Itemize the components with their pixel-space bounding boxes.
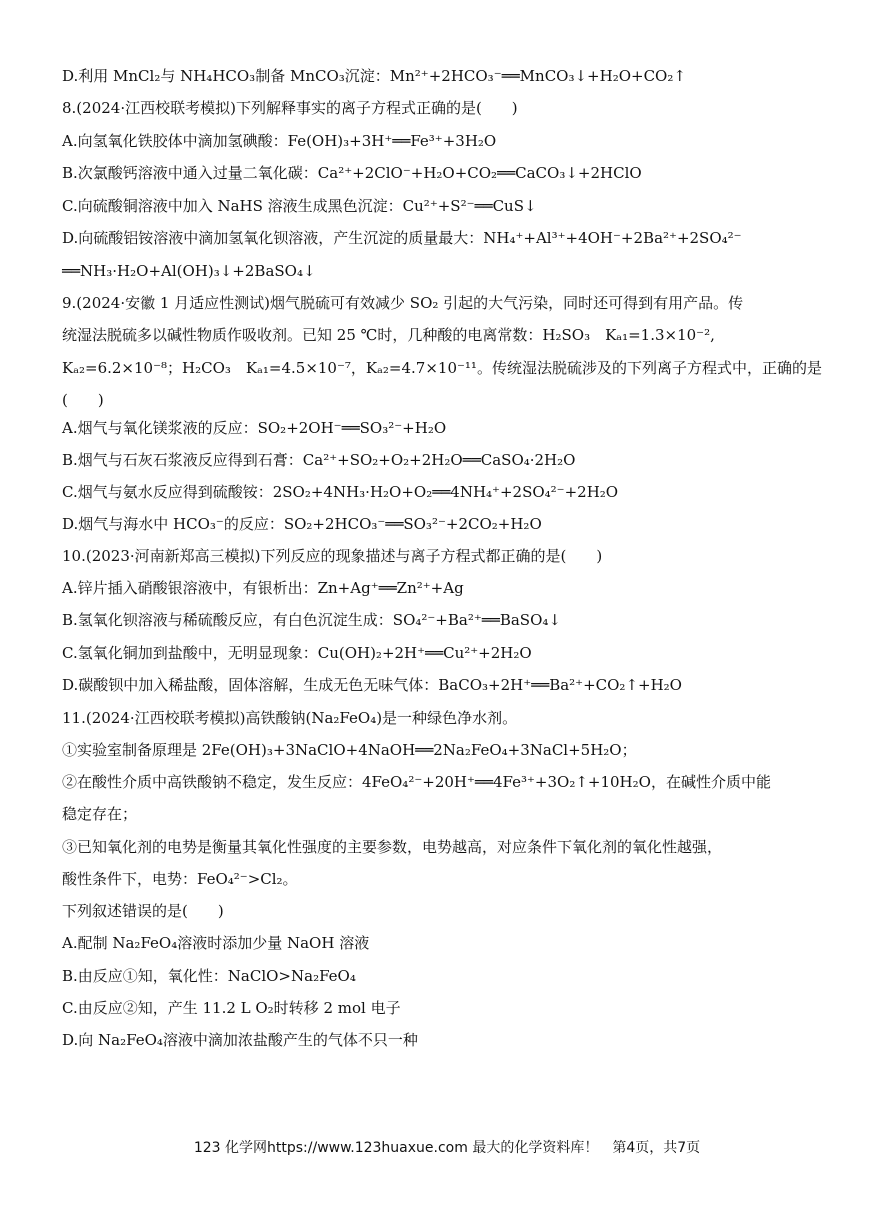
question-8-option-d-cont: ══NH₃·H₂O+Al(OH)₃↓+2BaSO₄↓ (62, 262, 316, 280)
question-11-option-d: D.向 Na₂FeO₄溶液中滴加浓盐酸产生的气体不只一种 (62, 1031, 418, 1049)
question-11-prompt: 下列叙述错误的是( ) (62, 902, 224, 920)
question-11-option-b: B.由反应①知，氧化性：NaClO>Na₂FeO₄ (62, 967, 356, 985)
question-9-option-d: D.烟气与海水中 HCO₃⁻的反应：SO₂+2HCO₃⁻══SO₃²⁻+2CO₂+H₂O (62, 515, 542, 533)
question-10-option-d: D.碳酸钡中加入稀盐酸，固体溶解，生成无色无味气体：BaCO₃+2H⁺══Ba²⁺+CO₂↑+H₂O (62, 676, 682, 694)
question-8-stem: 8.(2024·江西校联考模拟)下列解释事实的离子方程式正确的是( ) (62, 99, 518, 117)
question-11-premise-1: ①实验室制备原理是 2Fe(OH)₃+3NaClO+4NaOH══2Na₂FeO₄+3NaCl+5H₂O； (62, 741, 637, 759)
question-11-option-a: A.配制 Na₂FeO₄溶液时添加少量 NaOH 溶液 (62, 934, 370, 952)
question-11-option-c: C.由反应②知，产生 11.2 L O₂时转移 2 mol 电子 (62, 999, 401, 1017)
question-10-option-c: C.氢氧化铜加到盐酸中，无明显现象：Cu(OH)₂+2H⁺══Cu²⁺+2H₂O (62, 644, 532, 662)
question-11-premise-3: ③已知氧化剂的电势是衡量其氧化性强度的主要参数，电势越高，对应条件下氧化剂的氧化性越强， (62, 838, 723, 856)
question-11-premise-2: ②在酸性介质中高铁酸钠不稳定，发生反应：4FeO₄²⁻+20H⁺══4Fe³⁺+3O₂↑+10H₂O，在碱性介质中能 (62, 773, 771, 791)
question-9-option-a: A.烟气与氧化镁浆液的反应：SO₂+2OH⁻══SO₃²⁻+H₂O (62, 419, 447, 437)
question-9-stem: 9.(2024·安徽 1 月适应性测试)烟气脱硫可有效减少 SO₂ 引起的大气污染，同时还可得到有用产品。传 (62, 294, 744, 312)
question-8-option-a: A.向氢氧化铁胶体中滴加氢碘酸：Fe(OH)₃+3H⁺══Fe³⁺+3H₂O (62, 132, 497, 150)
page-footer: 123 化学网https://www.123huaxue.com 最大的化学资料库！ 第4页，共7页 (193, 1140, 701, 1156)
question-11-stem: 11.(2024·江西校联考模拟)高铁酸钠(Na₂FeO₄)是一种绿色净水剂。 (62, 709, 518, 727)
question-11-premise-2-cont: 稳定存在； (62, 805, 138, 823)
question-11-premise-3-cont: 酸性条件下，电势：FeO₄²⁻>Cl₂。 (62, 870, 298, 888)
question-8-option-d: D.向硫酸铝铵溶液中滴加氢氧化钡溶液，产生沉淀的质量最大：NH₄⁺+Al³⁺+4OH⁻+2Ba²⁺+2SO₄²⁻ (62, 229, 742, 247)
question-9-option-c: C.烟气与氨水反应得到硫酸铵：2SO₂+4NH₃·H₂O+O₂══4NH₄⁺+2SO₄²⁻+2H₂O (62, 483, 619, 501)
question-8-option-c: C.向硫酸铜溶液中加入 NaHS 溶液生成黑色沉淀：Cu²⁺+S²⁻══CuS↓ (62, 197, 537, 215)
question-10-option-b: B.氢氧化钡溶液与稀硫酸反应，有白色沉淀生成：SO₄²⁻+Ba²⁺══BaSO₄↓ (62, 611, 561, 629)
question-9-stem-cont: 统湿法脱硫多以碱性物质作吸收剂。已知 25 ℃时，几种酸的电离常数：H₂SO₃ Kₐ₁=1.3×10⁻², (62, 326, 715, 344)
question-9-answer-blank: ( ) (62, 391, 104, 409)
text-line: D.利用 MnCl₂与 NH₄HCO₃制备 MnCO₃沉淀：Mn²⁺+2HCO₃⁻══MnCO₃↓+H₂O+CO₂↑ (62, 67, 686, 85)
question-8-option-b: B.次氯酸钙溶液中通入过量二氧化碳：Ca²⁺+2ClO⁻+H₂O+CO₂══CaCO₃↓+2HClO (62, 164, 642, 182)
question-10-stem: 10.(2023·河南新郑高三模拟)下列反应的现象描述与离子方程式都正确的是( ) (62, 547, 603, 565)
question-10-option-a: A.锌片插入硝酸银溶液中，有银析出：Zn+Ag⁺══Zn²⁺+Ag (62, 579, 464, 597)
question-9-option-b: B.烟气与石灰石浆液反应得到石膏：Ca²⁺+SO₂+O₂+2H₂O══CaSO₄·2H₂O (62, 451, 576, 469)
question-9-stem-cont: Kₐ₂=6.2×10⁻⁸；H₂CO₃ Kₐ₁=4.5×10⁻⁷，Kₐ₂=4.7×10⁻¹¹。传统湿法脱硫涉及的下列离子方程式中，正确的是 (62, 359, 822, 377)
